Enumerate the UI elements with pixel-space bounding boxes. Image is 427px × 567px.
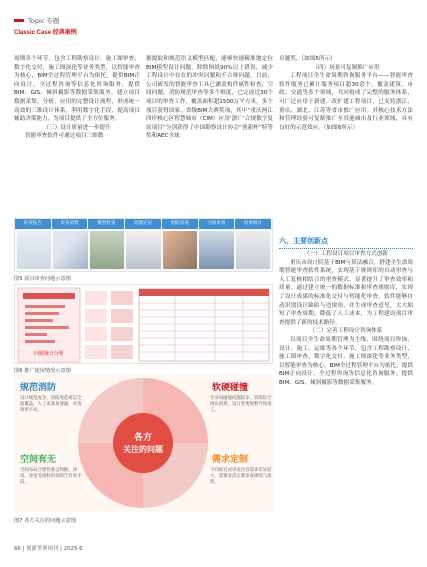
topic-text: Topic 专题 [28,17,60,25]
fig7-q2-text: 专业间碰撞问题较多，管线综合排布困难，设计变更频繁导致返工。 [210,396,272,413]
fig5-screenshot-2 [53,231,87,269]
fig7-q1-title: 规范消防 [20,383,57,393]
page-header [14,16,134,36]
fig5-screenshot-7 [236,231,270,269]
col3-paragraph-1: 卓越奖。（如图5所示） [279,56,336,62]
header-subtitle: Classic Case 经典案例 [14,30,77,36]
col3-heading: （四）场景可复制推广应用 [312,64,380,71]
fig5-tab: 审查报告 [15,219,52,229]
figure-5-caption: 图5 项目审查问题示意图 [14,276,71,282]
fig5-screenshot-1 [17,231,51,269]
fig5-tab: 问题定位 [125,219,162,229]
fig7-q2-title: 软硬碰撞 [212,383,249,393]
fig7-q4-text: 不同项目对审查内容需求差异较大，需要灵活定制审查规则与流程。 [210,468,272,485]
col2-paragraph-1: 据提取和规范语义模型匹配，能够快速精准地定位BIM模型设计问题，除除图纸90%以上错误，减少工程设计中存在的冲突问题和不合规问题。目前，公司研发的智能审查工具已涵盖构件属性检查、空间问题、消防规范审查等多个维度，已完成近30个项目的审查工作，覆盖面积超1500万平方米，多个项目获得国家、省级BIM大赛奖项，其中“重庆两江四岸核心区智慧城市（CIM）应用‘浙广’合规数字复原项目”分别获得了中国勘察设计协会“创新杯”特等奖和AEC全球 [146,56,273,140]
column-1 [14,55,140,215]
fig6-mini-charts [85,291,133,359]
column-3 [279,55,413,225]
fig5-screenshot-4 [126,231,160,269]
fig5-tab: 审查流程 [52,219,89,229]
fig5-tab: 模型检查 [88,219,125,229]
col1-heading: （三）设计质量进一步提升 [43,124,111,131]
column-3-bottom [279,250,413,528]
figure-7-caption: 图7 各方关注的问题示意图 [14,518,77,524]
col3-paragraph-2: 工程项目全生命周期咨询服务平台——智能审查软件服务已累计服务项目超30余个，覆盖建筑、市政、交通等多个领域，共同构成了完整的服务体系，可广泛应用于新建、改扩建工程项目，已支持浙江、重庆、湖北、江苏等省市推广应用。其核心技术方法和管理经验可复制推广至其他城市及行业领域，具有良好的示范效应。（如图6所示） [279,73,413,131]
topic-bar [14,19,24,22]
fig5-screenshot-5 [163,231,197,269]
col3b-paragraph-1: 重庆市设计院基于BIM与算法融合，搭建全生命周期智能审查软件系统，实现基于规则库的自动审查与人工复核相结合的审查模式，显著提升了审查效率和质量。通过建立统一的数据标准和审查规则库，实现了设计成果的标准化交付与智能化审查。软件能够自动识别设计缺陷与违规项，并生成审查意见，大大缩短了审查周期，降低了人工成本，为工程建设项目审查提供了新的技术路径。 [279,259,413,326]
topic-label [14,16,134,25]
column-2 [146,55,273,215]
fig7-q4-title: 需求定制 [212,455,249,465]
figure-6-graphic [15,285,274,365]
fig5-screenshot-6 [199,231,233,269]
section-heading: 六、主要创新点 [279,236,413,249]
col1-paragraph-1: 周期各个环节，包含工程勘察设计、施工图审查、数字化交付、施工图深化等业务类型，以智能审查为核心，BIM全过程管理平台为依托，提供BIM正向设计、全过程咨询等信息化咨询服务，提供BIM、GIS、倾斜摄影等数据采集服务。建立项目数据采集、分析、应用的完整设计流程，形成统一高效的三维设计体系，利用数字化手段，提高项目辅助决策能力，为项目提供了全方位服务。 [14,56,140,123]
fig5-screenshot-3 [90,231,124,269]
figure-6-caption: 图6 推广使用情况示意图 [14,368,71,374]
fig5-tab: 结果统计 [235,219,272,229]
fig6-left-header [23,293,75,299]
figure-7-stakeholder-concerns [14,374,273,512]
fig7-q1-text: 设计规范复杂，消防规范难以全面覆盖，人工审查易遗漏，审查效率不高。 [20,396,82,413]
figure-7-graphic [14,374,273,512]
fig5-tab: 空间审查 [199,219,236,229]
fig7-q3-text: 空间布局合理性难以判断，净高、净宽等指标审查缺乏有效手段。 [20,468,82,485]
col3b-paragraph-2: 以项目全生命周期管理为主线，围绕项目咨询、设计、施工、运维等各个环节，包含工程勘察设计、施工图审查、数字化交付、施工图深化等业务类型，以智能审查为核心，BIM全过程管理平台为依托，提供BIM正向设计、全过程咨询等信息化咨询服务，提供BIM、GIS、倾斜摄影等数据采集服务。 [279,336,413,386]
figure-5-panels [15,229,272,271]
fig5-tab: 消防审查 [162,219,199,229]
fig7-center-line-2: 关注的问题 [123,445,163,454]
fig7-center-line-1: 各方 [133,433,153,443]
figure-5-review-screens [14,218,273,272]
fig7-center-circle [113,413,173,473]
col1-paragraph-2: 智能审查软件可通过项目三维数 [25,133,104,140]
fig7-q3-title: 空间有无 [20,455,57,465]
page-footer: 66 | 创新世界周刊 | 2025.6 [14,546,83,552]
fig6-left-label: 问题统计分析 [33,351,65,357]
col3b-heading-2: （二）完善工程设计咨询体系 [309,328,383,335]
figure-5-tabs [15,219,272,229]
fig6-table [139,289,269,361]
col3b-heading-1: （一）工程设计项目审查方式创新 [304,251,388,257]
figure-6-usage-stats [14,284,273,364]
